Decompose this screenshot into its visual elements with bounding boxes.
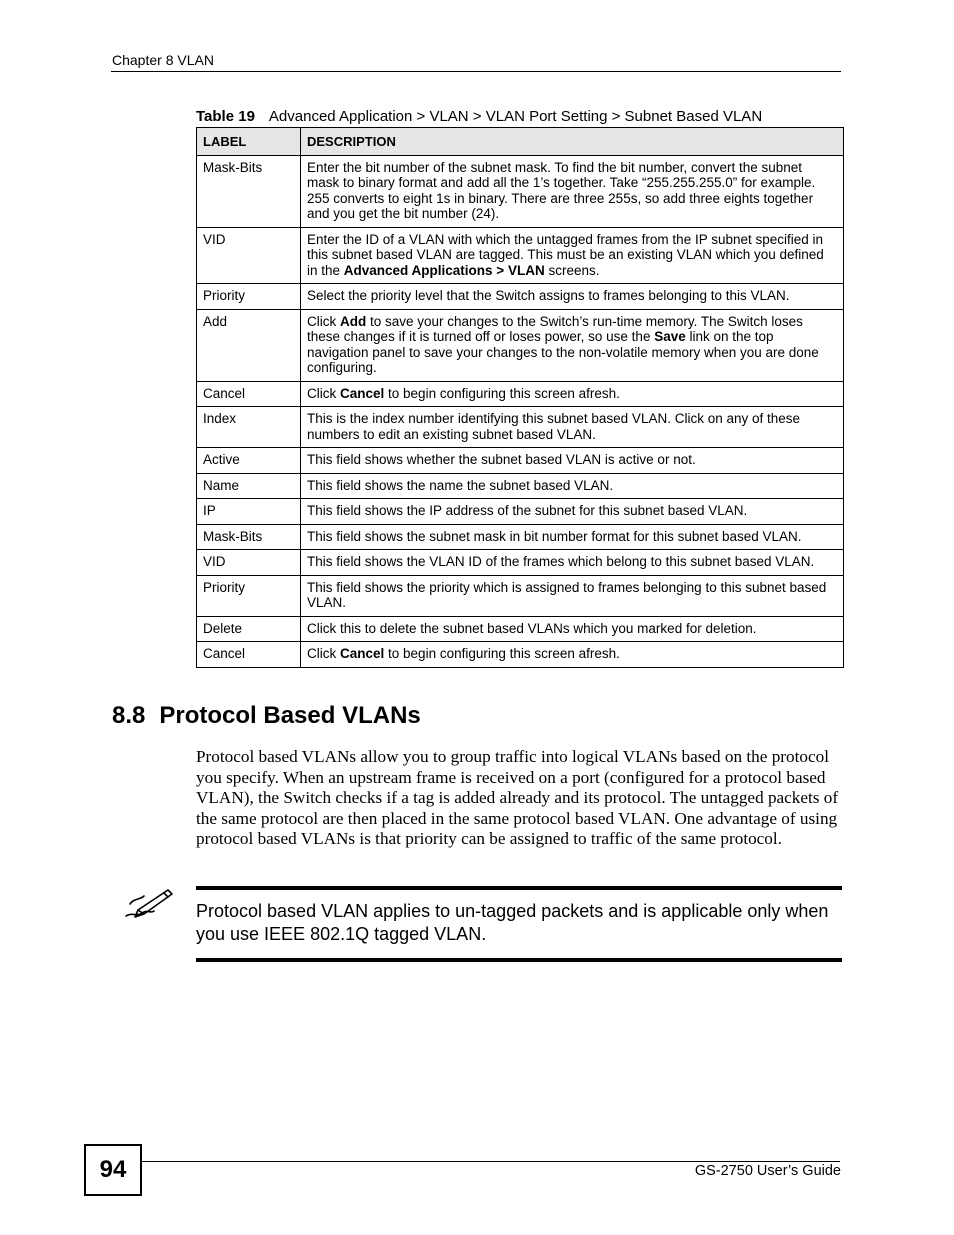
description-text: This field shows whether the subnet based VLAN is active or not. — [307, 452, 696, 467]
footer-rule — [140, 1161, 840, 1162]
description-text: Click this to delete the subnet based VLANs which you marked for deletion. — [307, 620, 757, 636]
table-row — [197, 473, 844, 499]
description-text: Click — [307, 646, 340, 661]
description-text: to begin configuring this screen afresh. — [384, 646, 620, 661]
description-text: to save your changes to the Switch’s run-time memory. The Switch loses these changes if it is turned off or loses power, so use the — [307, 313, 803, 344]
row-label: Active — [197, 448, 301, 474]
row-label: Priority — [197, 284, 301, 310]
table-row — [197, 524, 844, 550]
row-label: VID — [197, 227, 301, 284]
row-description — [301, 381, 844, 407]
table-row — [197, 381, 844, 407]
description-bold-text: Cancel — [340, 646, 385, 661]
section-number: 8.8 — [112, 702, 146, 729]
description-text: This field shows the name the subnet based VLAN. — [307, 477, 614, 493]
row-label: Delete — [197, 616, 301, 642]
note-text: Protocol based VLAN applies to un-tagged packets and is applicable only when you use IEEE 802.1Q tagged VLAN. — [196, 901, 829, 944]
row-label: Mask-Bits — [197, 524, 301, 550]
header-rule — [111, 71, 841, 72]
table-row — [197, 448, 844, 474]
table-row — [197, 227, 844, 284]
row-label: Cancel — [197, 381, 301, 407]
row-label: Name — [197, 473, 301, 499]
section-title: Protocol Based VLANs — [159, 702, 421, 729]
table-row — [197, 284, 844, 310]
row-label: Add — [197, 309, 301, 381]
description-bold-text: Cancel — [340, 385, 385, 401]
description-text: Enter the bit number of the subnet mask. To find the bit number, convert the subnet mask to binary format and add all the 1’s together. Take “255.255.255.0” for example. 255 converts to eight 1s in binary. There are three 255s, so add three eights together and you get the bit number (24). — [307, 159, 816, 221]
description-text: to begin configuring this screen afresh. — [384, 385, 620, 401]
column-header-label: LABEL — [197, 128, 301, 156]
section-heading — [112, 702, 421, 730]
row-description — [301, 407, 844, 448]
row-description — [301, 575, 844, 616]
row-label: Index — [197, 407, 301, 448]
body-paragraph: Protocol based VLANs allow you to group traffic into logical VLANs based on the protocol you specify. When an upstream frame is received on a port (configured for a protocol based VLAN), the Switch checks if a tag is added already and its protocol. The untagged packets of the same protocol are then placed in the same protocol based VLAN. One advantage of using protocol based VLANs is that priority can be assigned to traffic of the same protocol. — [196, 747, 839, 848]
description-text: screens. — [544, 262, 600, 278]
description-bold-text: Add — [340, 313, 367, 329]
description-text: Select the priority level that the Switch assigns to frames belonging to this VLAN. — [307, 288, 790, 303]
table-row — [197, 575, 844, 616]
note-rule-bottom — [196, 958, 842, 962]
page-number: 94 — [84, 1144, 142, 1196]
row-description — [301, 227, 844, 284]
table-body — [197, 155, 844, 667]
description-bold-text: Advanced Applications > VLAN — [343, 262, 545, 278]
row-description — [301, 616, 844, 642]
row-description — [301, 309, 844, 381]
row-label: Mask-Bits — [197, 155, 301, 227]
row-label: Priority — [197, 575, 301, 616]
table-row — [197, 155, 844, 227]
table-row — [197, 642, 844, 668]
description-text: This field shows the VLAN ID of the frames which belong to this subnet based VLAN. — [307, 554, 815, 569]
row-label: VID — [197, 550, 301, 576]
row-description — [301, 284, 844, 310]
row-description — [301, 448, 844, 474]
description-table — [196, 127, 844, 668]
table-row — [197, 309, 844, 381]
row-label: IP — [197, 499, 301, 525]
description-bold-text: Save — [654, 329, 686, 344]
table-row — [197, 616, 844, 642]
description-text: This field shows the subnet mask in bit number format for this subnet based VLAN. — [307, 528, 802, 544]
column-header-description: DESCRIPTION — [301, 128, 844, 156]
row-description — [301, 524, 844, 550]
table-caption — [196, 108, 762, 125]
table-caption-number: Table 19 — [196, 108, 255, 125]
description-text: This is the index number identifying this subnet based VLAN. Click on any of these numbers to edit an existing subnet based VLAN. — [307, 411, 801, 442]
row-label: Cancel — [197, 642, 301, 668]
row-description — [301, 642, 844, 668]
footer-guide-title: GS-2750 User’s Guide — [694, 1163, 841, 1179]
description-text: link on the top navigation panel to save your changes to the non-volatile memory when you are done configuring. — [307, 329, 819, 375]
description-text: Click — [307, 313, 340, 329]
row-description — [301, 499, 844, 525]
description-text: This field shows the priority which is assigned to frames belonging to this subnet based VLAN. — [307, 579, 827, 610]
row-description — [301, 550, 844, 576]
chapter-header: Chapter 8 VLAN — [112, 52, 214, 68]
description-text: Click — [307, 385, 340, 401]
table-row — [197, 550, 844, 576]
row-description — [301, 473, 844, 499]
table-header-row — [197, 128, 844, 156]
table-row — [197, 407, 844, 448]
table-caption-title: Advanced Application > VLAN > VLAN Port Setting > Subnet Based VLAN — [268, 108, 763, 125]
table-row — [197, 499, 844, 525]
description-text: This field shows the IP address of the subnet for this subnet based VLAN. — [307, 503, 748, 518]
description-text: Enter the ID of a VLAN with which the untagged frames from the IP subnet specified in this subnet based VLAN are tagged. This must be an existing VLAN which you defined in the — [307, 231, 824, 278]
note-rule-top — [196, 886, 842, 890]
row-description — [301, 155, 844, 227]
note-pencil-icon — [124, 886, 174, 920]
